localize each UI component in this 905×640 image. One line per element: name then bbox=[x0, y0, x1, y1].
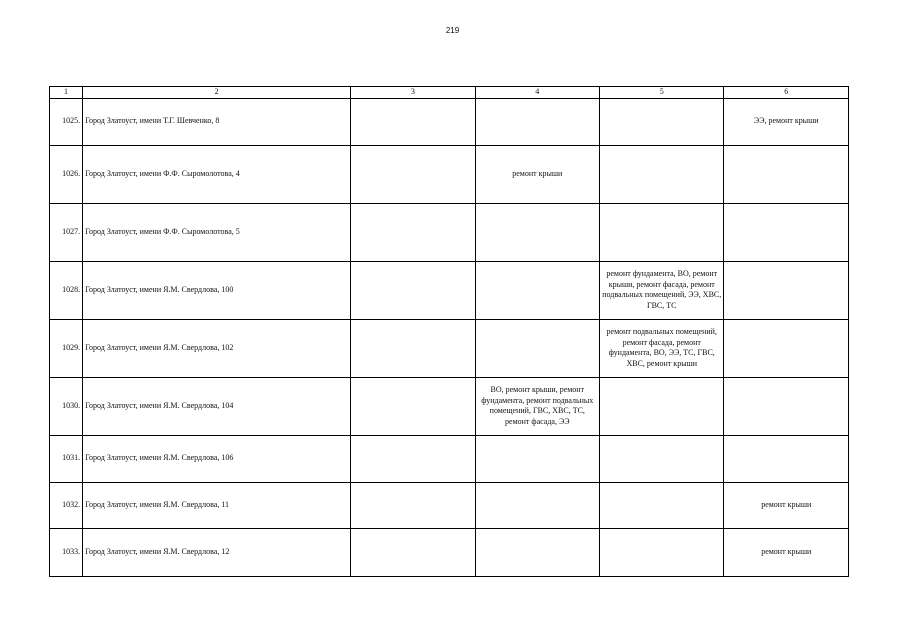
row-col-6 bbox=[724, 435, 849, 482]
row-address: Город Златоуст, имени Я.М. Свердлова, 12 bbox=[83, 528, 351, 576]
row-col-4 bbox=[475, 482, 599, 528]
row-col-5: ремонт подвальных помещений, ремонт фасада, ремонт фундамента, ВО, ЭЭ, ТС, ГВС, ХВС, ремонт крыши bbox=[600, 319, 724, 377]
row-col-5 bbox=[600, 98, 724, 145]
row-col-4 bbox=[475, 319, 599, 377]
table-row bbox=[50, 203, 849, 261]
row-col-6 bbox=[724, 261, 849, 319]
row-col-3 bbox=[351, 145, 475, 203]
row-address: Город Златоуст, имени Я.М. Свердлова, 102 bbox=[83, 319, 351, 377]
row-address: Город Златоуст, имени Я.М. Свердлова, 106 bbox=[83, 435, 351, 482]
row-col-3 bbox=[351, 528, 475, 576]
row-number: 1027. bbox=[50, 203, 83, 261]
page-number: 219 bbox=[445, 26, 460, 35]
row-col-6 bbox=[724, 203, 849, 261]
row-number: 1028. bbox=[50, 261, 83, 319]
row-col-5 bbox=[600, 145, 724, 203]
row-number: 1033. bbox=[50, 528, 83, 576]
row-col-3 bbox=[351, 203, 475, 261]
row-number: 1031. bbox=[50, 435, 83, 482]
table-row bbox=[50, 98, 849, 145]
row-address: Город Златоуст, имени Ф.Ф. Сыромолотова, 4 bbox=[83, 145, 351, 203]
header-col-6: 6 bbox=[724, 87, 849, 99]
table-row bbox=[50, 261, 849, 319]
row-col-6 bbox=[724, 377, 849, 435]
row-col-5 bbox=[600, 482, 724, 528]
row-col-3 bbox=[351, 261, 475, 319]
header-col-1: 1 bbox=[50, 87, 83, 99]
row-col-4: ремонт крыши bbox=[475, 145, 599, 203]
row-col-3 bbox=[351, 435, 475, 482]
row-col-6: ремонт крыши bbox=[724, 482, 849, 528]
header-col-2: 2 bbox=[83, 87, 351, 99]
row-number: 1025. bbox=[50, 98, 83, 145]
header-col-5: 5 bbox=[600, 87, 724, 99]
row-col-4 bbox=[475, 98, 599, 145]
row-address: Город Златоуст, имени Я.М. Свердлова, 100 bbox=[83, 261, 351, 319]
table-row bbox=[50, 319, 849, 377]
row-col-6: ремонт крыши bbox=[724, 528, 849, 576]
row-number: 1030. bbox=[50, 377, 83, 435]
row-number: 1032. bbox=[50, 482, 83, 528]
row-col-4 bbox=[475, 528, 599, 576]
row-col-4 bbox=[475, 435, 599, 482]
row-col-5 bbox=[600, 435, 724, 482]
table-row bbox=[50, 145, 849, 203]
row-address: Город Златоуст, имени Т.Г. Шевченко, 8 bbox=[83, 98, 351, 145]
row-address: Город Златоуст, имени Я.М. Свердлова, 11 bbox=[83, 482, 351, 528]
row-col-5 bbox=[600, 377, 724, 435]
header-row bbox=[50, 87, 849, 99]
header-col-4: 4 bbox=[475, 87, 599, 99]
table-row bbox=[50, 482, 849, 528]
row-number: 1029. bbox=[50, 319, 83, 377]
row-col-5 bbox=[600, 528, 724, 576]
works-table bbox=[49, 86, 849, 577]
row-col-3 bbox=[351, 98, 475, 145]
row-col-5 bbox=[600, 203, 724, 261]
row-col-6 bbox=[724, 319, 849, 377]
table-row bbox=[50, 435, 849, 482]
table-row bbox=[50, 377, 849, 435]
row-address: Город Златоуст, имени Ф.Ф. Сыромолотова, 5 bbox=[83, 203, 351, 261]
row-col-3 bbox=[351, 377, 475, 435]
table-row bbox=[50, 528, 849, 576]
row-address: Город Златоуст, имени Я.М. Свердлова, 104 bbox=[83, 377, 351, 435]
row-col-3 bbox=[351, 482, 475, 528]
header-col-3: 3 bbox=[351, 87, 475, 99]
row-col-4: ВО, ремонт крыши, ремонт фундамента, ремонт подвальных помещений, ГВС, ХВС, ТС, ремонт фасада, ЭЭ bbox=[475, 377, 599, 435]
row-col-5: ремонт фундамента, ВО, ремонт крыши, ремонт фасада, ремонт подвальных помещений, ЭЭ, ХВС, ГВС, ТС bbox=[600, 261, 724, 319]
row-col-4 bbox=[475, 203, 599, 261]
row-col-3 bbox=[351, 319, 475, 377]
row-number: 1026. bbox=[50, 145, 83, 203]
row-col-6: ЭЭ, ремонт крыши bbox=[724, 98, 849, 145]
row-col-4 bbox=[475, 261, 599, 319]
row-col-6 bbox=[724, 145, 849, 203]
